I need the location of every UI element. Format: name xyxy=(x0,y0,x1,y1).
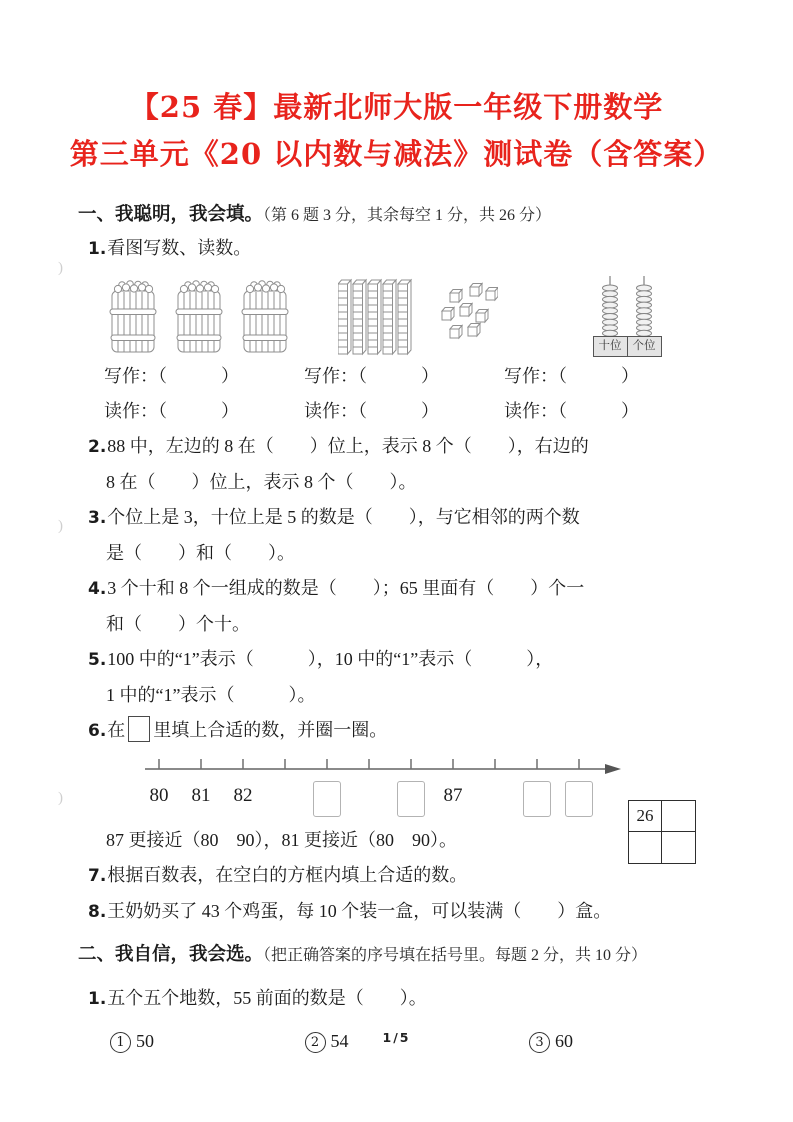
answer-box xyxy=(523,781,551,817)
write-label: 写作：（ ） xyxy=(304,366,439,386)
hundred-chart-grid xyxy=(628,800,696,864)
number-line-slot xyxy=(558,781,600,817)
scan-artifact: ) xyxy=(58,518,63,534)
number-line-slot xyxy=(390,781,432,817)
option-2-value: 54 xyxy=(330,1031,349,1051)
question-4-number: 4. xyxy=(88,579,107,599)
base-ten-blocks-figure xyxy=(338,277,498,357)
stick-bundle-icon xyxy=(108,279,160,357)
stick-bundles-figure xyxy=(108,279,312,357)
question-2-line2: 8 在（ ）位上，表示 8 个（ ）。 xyxy=(106,472,417,492)
ones-place-label: 个位 xyxy=(627,337,661,356)
question-6-closer: 87 更接近（80 90），81 更接近（80 90）。 xyxy=(106,830,457,850)
section-2-title: 二、我自信，我会选。 xyxy=(78,944,264,965)
number-line-label: 81 xyxy=(191,785,211,806)
question-5-number: 5. xyxy=(88,650,107,670)
question-5 xyxy=(88,642,793,678)
option-3-value: 60 xyxy=(555,1031,573,1051)
answer-box xyxy=(313,781,341,817)
number-line-label: 87 xyxy=(443,785,463,806)
question-4-line1: 3 个十和 8 个一组成的数是（ ）；65 里面有（ ）个一 xyxy=(107,578,585,598)
base-ten-blocks-icon xyxy=(338,277,498,357)
title-line-1: 【25 春】最新北师大版一年级下册数学 xyxy=(129,90,664,124)
question-4-line2: 和（ ）个十。 xyxy=(106,614,250,634)
question-7-text: 根据百数表，在空白的方框内填上合适的数。 xyxy=(107,865,468,885)
question-2-number: 2. xyxy=(88,437,107,457)
question-3 xyxy=(88,500,793,536)
circled-number-1: 1 xyxy=(110,1032,131,1053)
answer-box xyxy=(565,781,593,817)
question-4 xyxy=(88,571,793,607)
question-6 xyxy=(88,713,793,749)
stick-bundle-icon xyxy=(240,279,292,357)
answer-box xyxy=(397,781,425,817)
hundred-chart-value: 26 xyxy=(629,801,662,832)
question-2-line1: 88 中，左边的 8 在（ ）位上，表示 8 个（ ），右边的 xyxy=(107,436,589,456)
s2-question-1-number: 1. xyxy=(88,989,107,1009)
question-6-post: 里填上合适的数，并圈一圈。 xyxy=(153,720,388,740)
question-8 xyxy=(88,894,793,930)
question-7-number: 7. xyxy=(88,866,107,886)
question-3-number: 3. xyxy=(88,508,107,528)
question-6-pre: 在 xyxy=(107,720,126,740)
hundred-chart-empty-cell xyxy=(662,832,695,863)
write-label: 写作：（ ） xyxy=(504,366,639,386)
question-1 xyxy=(88,231,793,267)
circled-number-3: 3 xyxy=(529,1032,550,1053)
write-number-row xyxy=(104,359,793,394)
question-1-figures xyxy=(108,271,793,357)
option-1-value: 50 xyxy=(136,1031,154,1051)
question-6-number: 6. xyxy=(88,721,107,741)
write-label: 写作：（ ） xyxy=(104,366,239,386)
section-2-heading xyxy=(78,940,793,971)
scan-artifact: ) xyxy=(58,260,63,276)
read-label: 读作：（ ） xyxy=(504,401,639,421)
circled-number-2: 2 xyxy=(305,1032,326,1053)
read-number-row xyxy=(104,394,793,429)
read-label: 读作：（ ） xyxy=(304,401,439,421)
question-2 xyxy=(88,429,793,465)
title-line-2: 第三单元《20 以内数与减法》测试卷（含答案） xyxy=(69,137,724,171)
question-3-line2: 是（ ）和（ ）。 xyxy=(106,543,295,563)
section-2-question-1 xyxy=(88,981,793,1017)
stick-bundle-icon xyxy=(174,279,226,357)
question-5-line1: 100 中的“1”表示（ ），10 中的“1”表示（ ）， xyxy=(107,649,554,669)
number-line-slot xyxy=(306,781,348,817)
number-line-figure xyxy=(145,755,793,781)
hundred-chart-empty-cell xyxy=(629,832,662,863)
question-8-text: 王奶奶买了 43 个鸡蛋，每 10 个装一盒，可以装满（ ）盒。 xyxy=(107,901,612,921)
hundred-chart-empty-cell xyxy=(662,801,695,832)
number-line xyxy=(145,755,623,779)
scan-artifact: ) xyxy=(58,790,63,806)
question-8-number: 8. xyxy=(88,902,107,922)
place-value-table xyxy=(593,336,662,357)
read-label: 读作：（ ） xyxy=(104,401,239,421)
question-5-line2: 1 中的“1”表示（ ）。 xyxy=(106,685,316,705)
question-1-text: 看图写数、读数。 xyxy=(107,238,252,258)
page-number: 1/5 xyxy=(382,1030,411,1045)
question-3-line1: 个位上是 3，十位上是 5 的数是（ ），与它相邻的两个数 xyxy=(107,507,580,527)
section-2-note: （把正确答案的序号填在括号里。每题 2 分，共 10 分） xyxy=(263,947,648,964)
number-line-label: 80 xyxy=(149,785,169,806)
section-1-title: 一、我聪明，我会填。 xyxy=(78,204,264,225)
tens-place-label: 十位 xyxy=(598,340,622,352)
question-1-number: 1. xyxy=(88,239,107,259)
document-title xyxy=(0,84,793,178)
abacus-beads-icon xyxy=(592,276,662,336)
number-line-label: 82 xyxy=(233,785,253,806)
s2-question-1-text: 五个五个地数，55 前面的数是（ ）。 xyxy=(107,988,427,1008)
inline-answer-box xyxy=(128,716,150,742)
section-1-heading xyxy=(78,200,793,231)
abacus-figure xyxy=(592,276,662,357)
arrow-head-icon xyxy=(605,764,621,774)
section-1-note: （第 6 题 3 分，其余每空 1 分，共 26 分） xyxy=(263,207,552,224)
number-line-slot xyxy=(516,781,558,817)
